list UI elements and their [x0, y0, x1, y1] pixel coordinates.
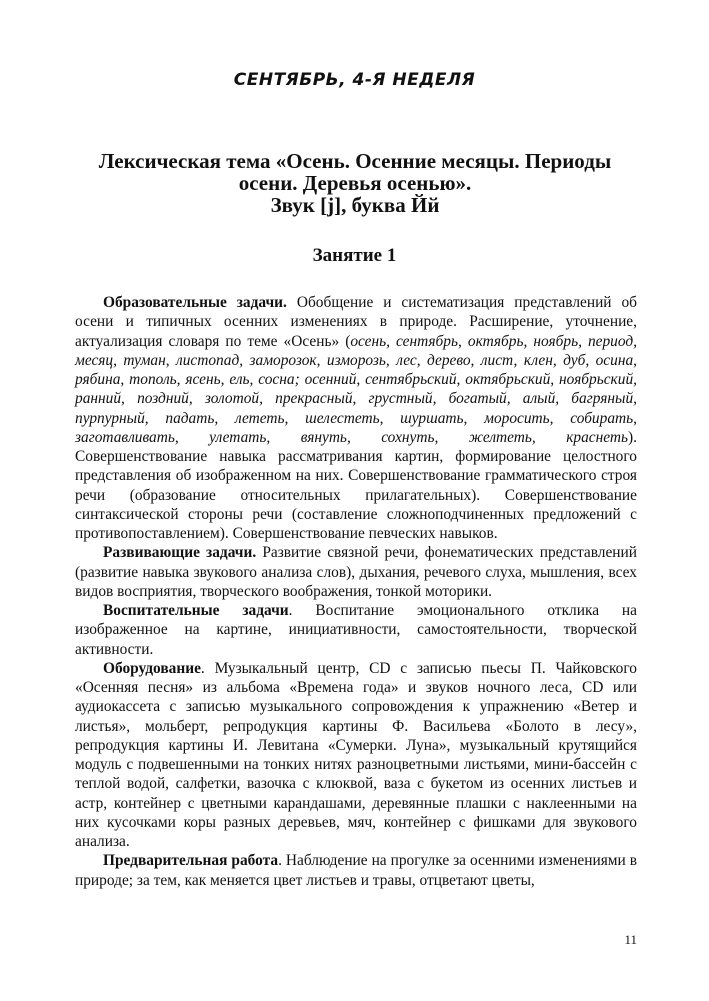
paragraph-upbringing — [75, 601, 637, 659]
equipment-text: . Музыкальный центр, CD с записью пьесы П. Чайковского «Осенняя песня» из альбома «Времена года» и звуков ночного леса, CD или аудиокассета с записью музыкального сопровождения к упражнению «Ветер и листья», мольберт, репродукция картины Ф. Васильева «Болото в лесу», репродукция картины И. Левитана «Сумерки. Луна», музыкальный крутящийся модуль с подвешенными на тонких нитях разноцветными листьями, мини-бассейн с теплой водой, салфетки, вазочка с клюквой, ваза с букетом из осенних листьев и астр, контейнер с цветными карандашами, деревянные плашки с наклеенными на них кусочками коры разных деревьев, мяч, контейнер с фишками для звукового анализа. — [75, 659, 637, 850]
paragraph-preliminary — [75, 851, 637, 890]
paragraph-developmental — [75, 543, 637, 601]
paragraph-equipment — [75, 659, 637, 852]
heading-educational: Образовательные задачи. — [103, 294, 287, 311]
educational-intro: Обобщение и систематизация представлений об осени и типичных осенних изменениях в природе. Расширение, уточнение, актуализация словаря по теме «Осень» ( — [75, 294, 638, 350]
paragraph-educational — [75, 293, 637, 543]
topic-line-3: Звук [j], буква Йй — [270, 193, 440, 217]
upbringing-text: . Воспитание эмоционального отклика на изображенное на картине, инициативности, самостоятельности, творческой активности. — [75, 602, 637, 658]
educational-vocabulary: осень, сентябрь, октябрь, ноябрь, период, месяц, туман, листопад, заморозок, изморозь, лес, дерево, лист, клен, дуб, осина, рябина, тополь, ясень, ель, сосна; осенний, сентябрьский, октябрьский, ноябрьский, ранний, поздний, золотой, прекрасный, грустный, богатый, алый, багряный, пурпурный, падать, лететь, шелестеть, шуршать, моросить, собирать, заготавливать, улетать, вянуть, сохнуть, желтеть, краснеть — [75, 332, 637, 446]
body-text — [75, 293, 637, 890]
lexical-topic-title — [60, 150, 650, 216]
topic-line-2: осени. Деревья осенью». — [238, 171, 472, 195]
topic-line-1: Лексическая тема «Осень. Осенние месяцы. Периоды — [98, 149, 612, 173]
heading-preliminary: Предварительная работа — [103, 852, 279, 870]
page-number: 11 — [624, 932, 637, 947]
preliminary-text: . Наблюдение на прогулке за осенними изменениями в природе; за тем, как меняется цвет листьев и травы, отцветают цветы, — [75, 852, 637, 889]
developmental-text: Развитие связной речи, фонематических представлений (развитие навыка звукового анализа слов), дыхания, речевого слуха, мышления, всех видов восприятия, творческого воображения, тонкой моторики. — [75, 544, 637, 600]
lesson-title: Занятие 1 — [312, 245, 397, 266]
heading-upbringing: Воспитательные задачи — [103, 602, 289, 619]
week-header: СЕНТЯБРЬ, 4-Я НЕДЕЛЯ — [233, 70, 476, 90]
heading-equipment: Оборудование — [103, 659, 201, 677]
heading-developmental: Развивающие задачи. — [103, 544, 257, 562]
educational-rest: ). Совершенствование навыка рассматривания картин, формирование целостного представления об изображенном на них. Совершенствование грамматического строя речи (образование относительных прилагательных). Совершенствование синтаксической стороны речи (составление сложноподчиненных предложений с противопоставлением). Совершенствование певческих навыков. — [75, 428, 637, 542]
